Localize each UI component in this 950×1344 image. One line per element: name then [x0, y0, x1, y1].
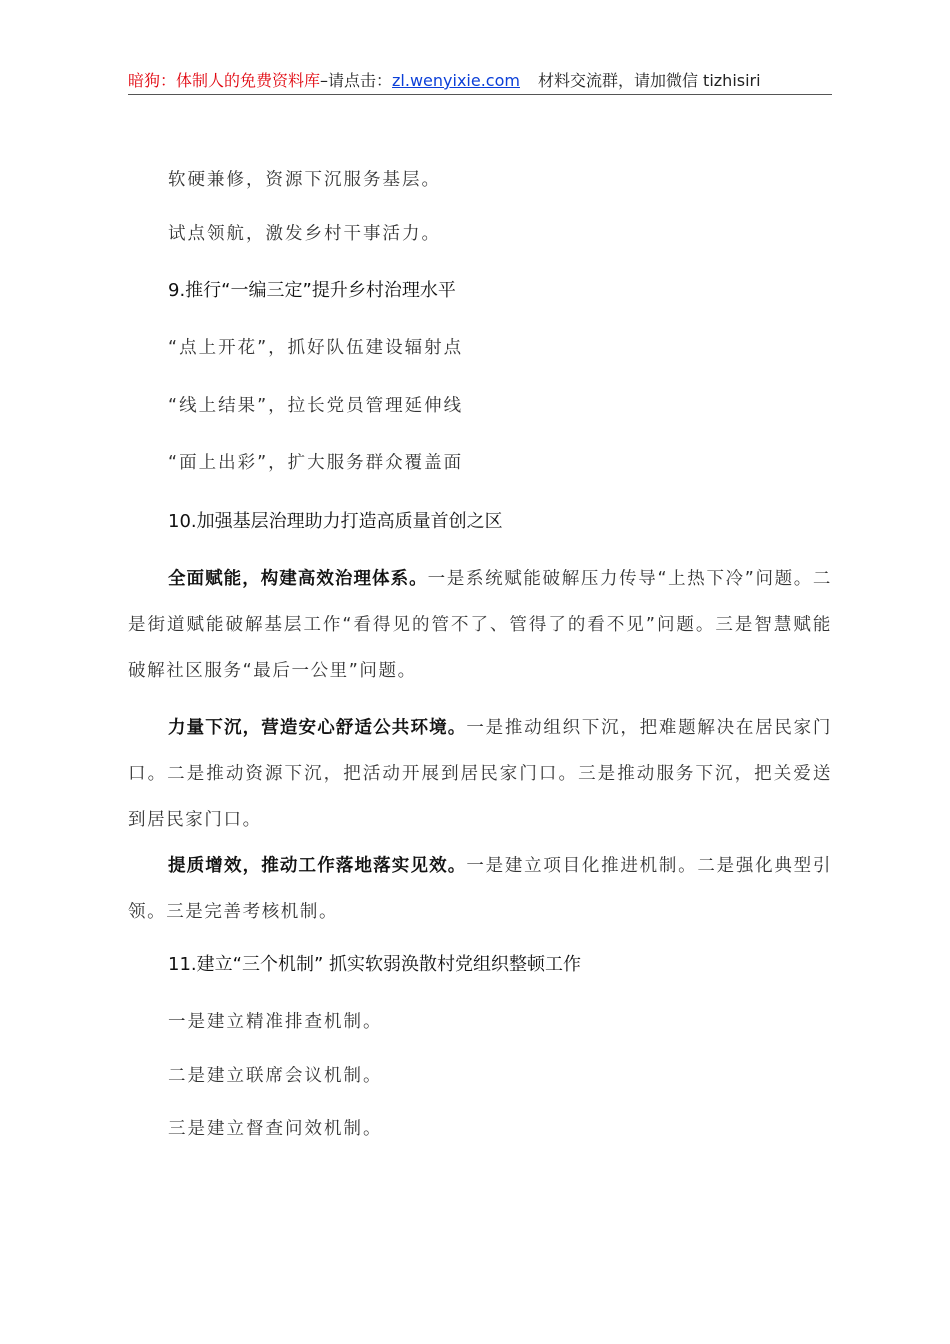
- paragraph-1-lead: 全面赋能，构建高效治理体系。: [168, 569, 428, 589]
- list-item-2: 二是建立联席会议机制。: [168, 1066, 383, 1086]
- header-contact: 材料交流群，请加微信 tizhisiri: [537, 71, 761, 90]
- list-item-3: 三是建立督查问效机制。: [168, 1119, 383, 1139]
- section-heading-11: 11.建立“三个机制” 抓实软弱涣散村党组织整顿工作: [168, 954, 581, 975]
- text-line-2: 试点领航，激发乡村干事活力。: [168, 224, 441, 244]
- page-header: [128, 70, 832, 92]
- section-heading-9: 9.推行“一编三定”提升乡村治理水平: [168, 280, 456, 301]
- paragraph-3: [128, 843, 832, 935]
- section-heading-10: 10.加强基层治理助力打造高质量首创之区: [168, 511, 503, 532]
- point-line-2: “线上结果”，拉长党员管理延伸线: [168, 396, 464, 416]
- header-site-name: 暗狗：体制人的免费资料库: [128, 71, 321, 90]
- paragraph-1-body: 一是系统赋能破解压力传导“上热下冷”问题。二是街道赋能破解基层工作“看得见的管不了、管得了的看不见”问题。三是智慧赋能破解社区服务“最后一公里”问题。: [128, 569, 832, 681]
- paragraph-3-lead: 提质增效，推动工作落地落实见效。: [168, 856, 467, 876]
- header-prompt: –请点击：: [320, 71, 393, 90]
- point-line-1: “点上开花”，抓好队伍建设辐射点: [168, 338, 464, 358]
- header-divider: [128, 94, 832, 95]
- paragraph-3-body: 一是建立项目化推进机制。二是强化典型引领。三是完善考核机制。: [128, 856, 833, 922]
- point-line-3: “面上出彩”，扩大服务群众覆盖面: [168, 453, 464, 473]
- paragraph-2: [128, 705, 832, 843]
- header-link[interactable]: zl.wenyixie.com: [392, 71, 520, 90]
- text-line-1: 软硬兼修，资源下沉服务基层。: [168, 170, 441, 190]
- list-item-1: 一是建立精准排查机制。: [168, 1012, 383, 1032]
- paragraph-1: [128, 556, 832, 694]
- paragraph-2-body: 一是推动组织下沉，把难题解决在居民家门口。二是推动资源下沉，把活动开展到居民家门口。三是推动服务下沉，把关爱送到居民家门口。: [128, 718, 833, 830]
- paragraph-2-lead: 力量下沉，营造安心舒适公共环境。: [168, 718, 467, 738]
